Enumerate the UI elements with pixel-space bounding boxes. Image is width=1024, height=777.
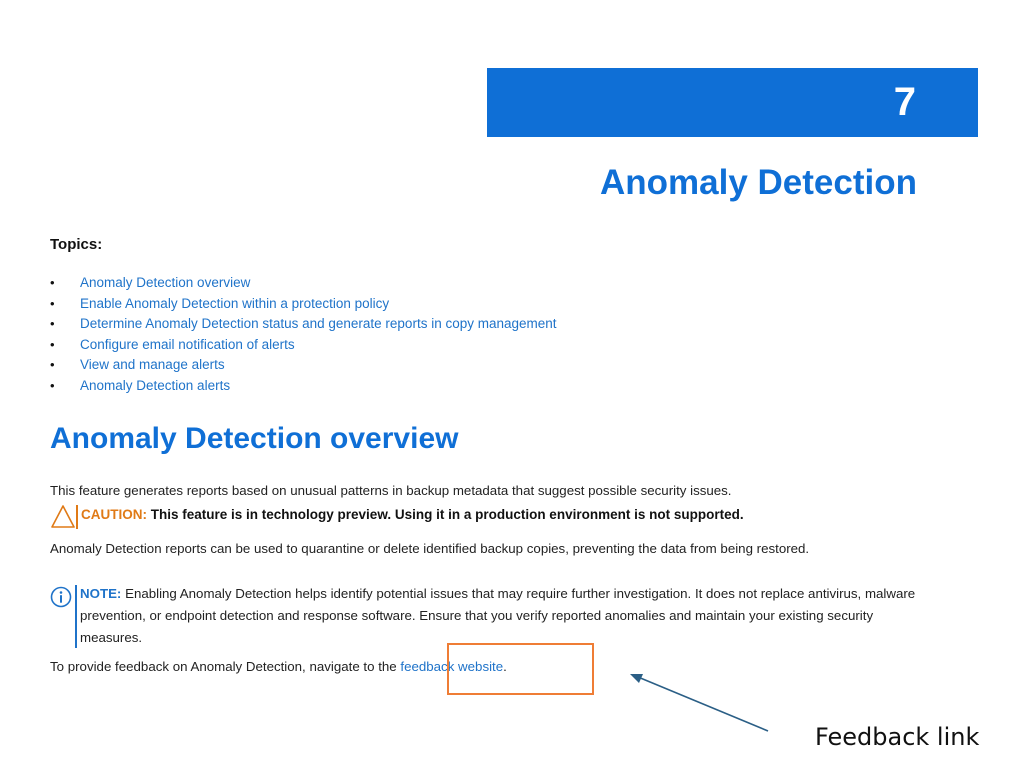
topic-link-alerts[interactable]: Anomaly Detection alerts: [80, 377, 231, 393]
section-title: Anomaly Detection overview: [50, 422, 459, 455]
feedback-prefix: To provide feedback on Anomaly Detection, navigate to the: [50, 659, 397, 674]
bullet-icon: •: [50, 295, 55, 311]
feedback-website-link[interactable]: feedback website: [400, 659, 504, 674]
topic-link-manage-alerts[interactable]: View and manage alerts: [80, 357, 225, 373]
topic-link-overview[interactable]: Anomaly Detection overview: [80, 275, 251, 290]
chapter-banner: [487, 68, 978, 137]
chapter-number: 7: [893, 80, 916, 124]
feedback-highlight-box: [447, 643, 594, 695]
intro-paragraph: This feature generates reports based on unusual patterns in backup metadata that suggest possible security issues.: [50, 483, 732, 498]
caution-text: [81, 507, 744, 522]
note-divider: [75, 585, 77, 648]
warning-triangle-icon: [50, 503, 76, 529]
caution-message: This feature is in technology preview. Using it in a production environment is not supported.: [150, 507, 744, 522]
bullet-icon: •: [50, 275, 55, 290]
topic-link-status-reports[interactable]: Determine Anomaly Detection status and generate reports in copy management: [80, 316, 557, 332]
caution-label: CAUTION:: [81, 507, 147, 522]
topic-link-email-notification[interactable]: Configure email notification of alerts: [80, 336, 295, 352]
reports-paragraph: Anomaly Detection reports can be used to quarantine or delete identified backup copies, preventing the data from being restored.: [50, 541, 810, 556]
topics-heading: Topics:: [50, 236, 103, 253]
bullet-icon: •: [50, 357, 55, 373]
chapter-title: Anomaly Detection: [600, 163, 917, 202]
bullet-icon: •: [50, 336, 55, 352]
bullet-icon: •: [50, 316, 55, 332]
info-icon: [50, 586, 72, 608]
note-message: Enabling Anomaly Detection helps identify potential issues that may require further investigation. It does not replace antivirus, malware prevention, or endpoint detection and response software. Ensure that you verify reported anomalies and maintain your existing security measures.: [80, 586, 916, 645]
caution-divider: [76, 505, 78, 529]
feedback-paragraph: [50, 657, 507, 676]
topic-link-enable[interactable]: Enable Anomaly Detection within a protection policy: [80, 295, 390, 311]
note-text: [80, 583, 930, 649]
feedback-suffix: .: [503, 659, 507, 674]
callout-label: Feedback link: [815, 723, 980, 751]
note-label: NOTE:: [80, 586, 122, 601]
note-callout: [50, 583, 930, 649]
bullet-icon: •: [50, 377, 55, 393]
